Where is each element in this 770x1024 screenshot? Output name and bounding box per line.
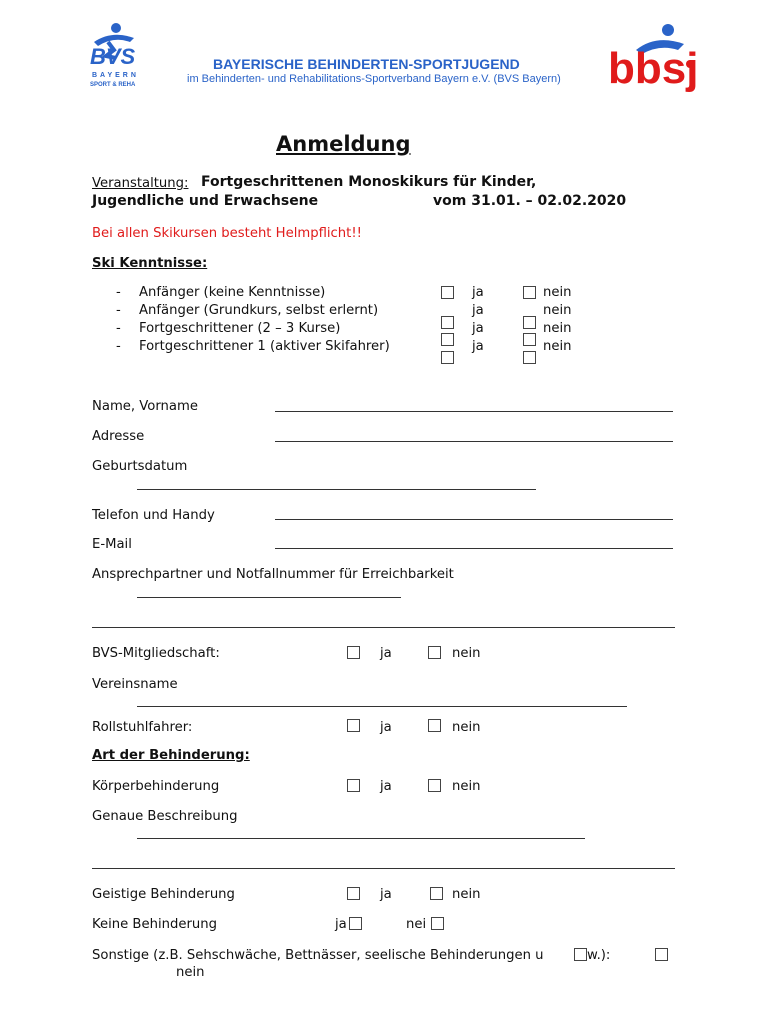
ski-yes-label-1: ja <box>472 285 484 300</box>
none-yes-checkbox[interactable] <box>349 917 362 930</box>
ski-no-checkbox-1[interactable] <box>523 286 536 299</box>
other-checkbox[interactable] <box>655 948 668 961</box>
ski-yes-checkbox-2[interactable] <box>441 316 454 329</box>
physical-no-checkbox[interactable] <box>428 779 441 792</box>
mental-no-label: nein <box>452 887 481 902</box>
ski-bullet-1: - <box>116 285 121 300</box>
ski-no-label-2: nein <box>543 303 572 318</box>
club-name-label: Vereinsname <box>92 677 178 692</box>
bvs-logo-sub2: SPORT & REHA <box>90 82 136 88</box>
club-name-input-line[interactable] <box>137 706 627 707</box>
wheelchair-no-label: nein <box>452 720 481 735</box>
none-no-checkbox[interactable] <box>431 917 444 930</box>
ski-no-label-3: nein <box>543 321 572 336</box>
ski-no-label-4: nein <box>543 339 572 354</box>
membership-no-label: nein <box>452 646 481 661</box>
event-dates: vom 31.01. – 02.02.2020 <box>433 193 627 209</box>
ski-level-4: Fortgeschrittener 1 (aktiver Skifahrer) <box>139 339 390 354</box>
event-label: Veranstaltung: <box>92 176 189 191</box>
description-input-line-1[interactable] <box>137 838 585 839</box>
event-name-line2: Jugendliche und Erwachsene <box>92 193 319 209</box>
membership-yes-label: ja <box>380 646 392 661</box>
ski-bullet-2: - <box>116 303 121 318</box>
page-title: Anmeldung <box>276 132 411 156</box>
name-input-line[interactable] <box>275 411 673 412</box>
membership-no-checkbox[interactable] <box>428 646 441 659</box>
wheelchair-yes-checkbox[interactable] <box>347 719 360 732</box>
contact-label: Ansprechpartner und Notfallnummer für Erreichbarkeit <box>92 567 454 582</box>
bbsj-logo-text: bbsj <box>608 44 699 93</box>
description-input-line-2[interactable] <box>92 868 675 869</box>
none-yes-label: ja <box>335 917 347 932</box>
wheelchair-label: Rollstuhlfahrer: <box>92 720 193 735</box>
email-input-line[interactable] <box>275 548 673 549</box>
ski-level-3: Fortgeschrittener (2 – 3 Kurse) <box>139 321 341 336</box>
ski-yes-label-4: ja <box>472 339 484 354</box>
phone-label: Telefon und Handy <box>92 508 215 523</box>
ski-bullet-4: - <box>116 339 121 354</box>
ski-no-checkbox-4[interactable] <box>523 351 536 364</box>
other-inline-checkbox[interactable] <box>574 948 587 961</box>
contact-input-line-1[interactable] <box>137 597 401 598</box>
disability-heading: Art der Behinderung: <box>92 748 250 763</box>
ski-yes-checkbox-3[interactable] <box>441 333 454 346</box>
physical-yes-label: ja <box>380 779 392 794</box>
phone-input-line[interactable] <box>275 519 673 520</box>
name-label: Name, Vorname <box>92 399 198 414</box>
none-no-label: nei <box>406 917 427 932</box>
birthdate-label: Geburtsdatum <box>92 459 188 474</box>
other-suffix: w.): <box>587 948 611 963</box>
org-title: BAYERISCHE BEHINDERTEN-SPORTJUGEND <box>213 56 520 72</box>
other-label: Sonstige (z.B. Sehschwäche, Bettnässer, seelische Behinderungen u <box>92 948 544 963</box>
ski-level-2: Anfänger (Grundkurs, selbst erlernt) <box>139 303 379 318</box>
other-no-label: nein <box>176 965 205 980</box>
physical-no-label: nein <box>452 779 481 794</box>
mental-no-checkbox[interactable] <box>430 887 443 900</box>
physical-yes-checkbox[interactable] <box>347 779 360 792</box>
ski-no-checkbox-3[interactable] <box>523 333 536 346</box>
membership-label: BVS-Mitgliedschaft: <box>92 646 220 661</box>
ski-yes-label-3: ja <box>472 321 484 336</box>
ski-yes-checkbox-4[interactable] <box>441 351 454 364</box>
ski-bullet-3: - <box>116 321 121 336</box>
mental-yes-checkbox[interactable] <box>347 887 360 900</box>
mental-label: Geistige Behinderung <box>92 887 235 902</box>
address-input-line[interactable] <box>275 441 673 442</box>
email-label: E-Mail <box>92 537 132 552</box>
birthdate-input-line[interactable] <box>137 489 536 490</box>
ski-heading: Ski Kenntnisse: <box>92 256 208 271</box>
physical-label: Körperbehinderung <box>92 779 220 794</box>
description-label: Genaue Beschreibung <box>92 809 238 824</box>
wheelchair-yes-label: ja <box>380 720 392 735</box>
mental-yes-label: ja <box>380 887 392 902</box>
org-subtitle: im Behinderten- und Rehabilitations-Sportverband Bayern e.V. (BVS Bayern) <box>187 73 561 85</box>
none-label: Keine Behinderung <box>92 917 217 932</box>
address-label: Adresse <box>92 429 145 444</box>
ski-no-checkbox-2[interactable] <box>523 316 536 329</box>
wheelchair-no-checkbox[interactable] <box>428 719 441 732</box>
ski-yes-checkbox-1[interactable] <box>441 286 454 299</box>
bvs-logo-sub1: BAYERN <box>92 72 139 79</box>
event-name-line1: Fortgeschrittenen Monoskikurs für Kinder, <box>201 174 537 190</box>
ski-level-1: Anfänger (keine Kenntnisse) <box>139 285 326 300</box>
ski-yes-label-2: ja <box>472 303 484 318</box>
helmet-notice: Bei allen Skikursen besteht Helmpflicht!! <box>92 226 362 241</box>
membership-yes-checkbox[interactable] <box>347 646 360 659</box>
bvs-logo-text: BVS <box>90 44 136 69</box>
ski-no-label-1: nein <box>543 285 572 300</box>
contact-input-line-2[interactable] <box>92 627 675 628</box>
